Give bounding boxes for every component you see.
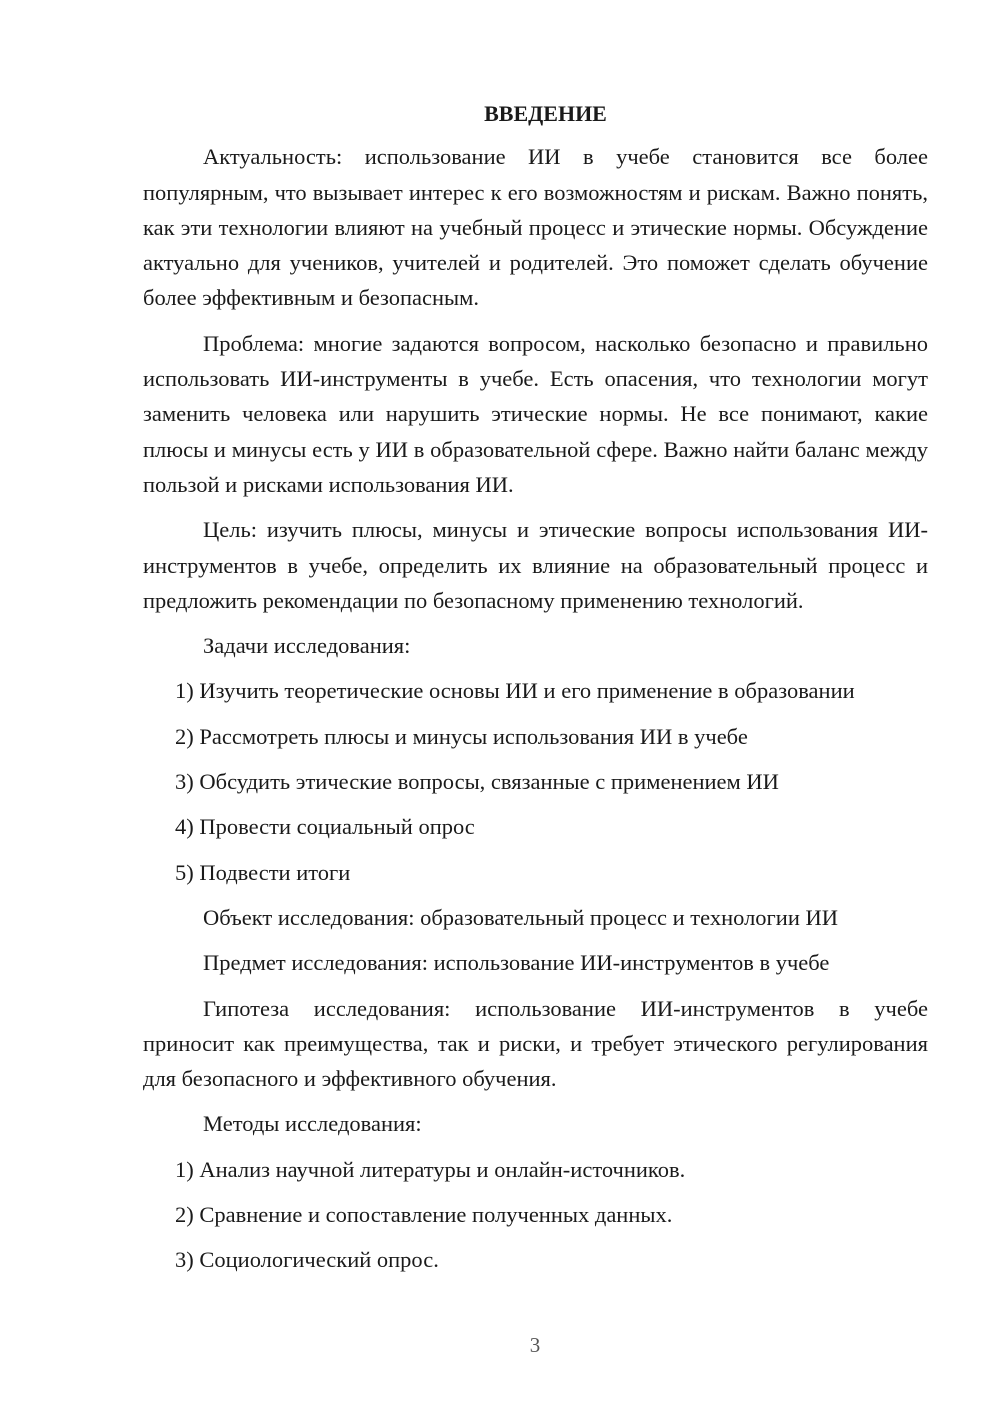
task-item: 2) Рассмотреть плюсы и минусы использования ИИ в учебе — [175, 723, 748, 749]
tasks-list — [143, 673, 928, 889]
task-item: 5) Подвести итоги — [175, 859, 351, 885]
method-item: 1) Анализ научной литературы и онлайн-источников. — [175, 1156, 686, 1182]
method-item: 2) Сравнение и сопоставление полученных данных. — [175, 1202, 673, 1228]
problem-paragraph: Проблема: многие задаются вопросом, насколько безопасно и правильно использовать ИИ-инструменты в учебе. Есть опасения, что технологии могут заменить человека или нарушить этические нормы. Не все понимают, какие плюсы и минусы есть у ИИ в образовательной сфере. Важно найти баланс между пользой и рисками использования ИИ. — [143, 330, 928, 497]
method-item: 3) Социологический опрос. — [175, 1247, 439, 1273]
goal-paragraph: Цель: изучить плюсы, минусы и этические вопросы использования ИИ-инструментов в учебе, определить их влияние на образовательный процесс и предложить рекомендации по безопасному применению технологий. — [143, 517, 928, 613]
task-item: 4) Провести социальный опрос — [175, 814, 475, 840]
methods-list — [143, 1152, 928, 1278]
hypothesis-paragraph: Гипотеза исследования: использование ИИ-инструментов в учебе приносит как преимущества, так и риски, и требует этического регулирования для безопасного и эффективного обучения. — [143, 995, 928, 1092]
research-object: Объект исследования: образовательный процесс и технологии ИИ — [203, 904, 838, 930]
research-subject: Предмет исследования: использование ИИ-инструментов в учебе — [203, 950, 830, 976]
methods-heading: Методы исследования: — [203, 1111, 422, 1137]
task-item: 3) Обсудить этические вопросы, связанные с применением ИИ — [175, 769, 779, 795]
relevance-paragraph: Актуальность: использование ИИ в учебе становится все более популярным, что вызывает интерес к его возможностям и рискам. Важно понять, как эти технологии влияют на учебный процесс и этические нормы. Обсуждение актуально для учеников, учителей и родителей. Это поможет сделать обучение более эффективным и безопасным. — [143, 144, 928, 311]
page-number: 3 — [529, 1333, 541, 1357]
document-body — [143, 96, 928, 1288]
tasks-heading: Задачи исследования: — [203, 633, 411, 659]
task-item: 1) Изучить теоретические основы ИИ и его применение в образовании — [175, 678, 855, 704]
section-title: ВВЕДЕНИЕ — [484, 101, 607, 126]
